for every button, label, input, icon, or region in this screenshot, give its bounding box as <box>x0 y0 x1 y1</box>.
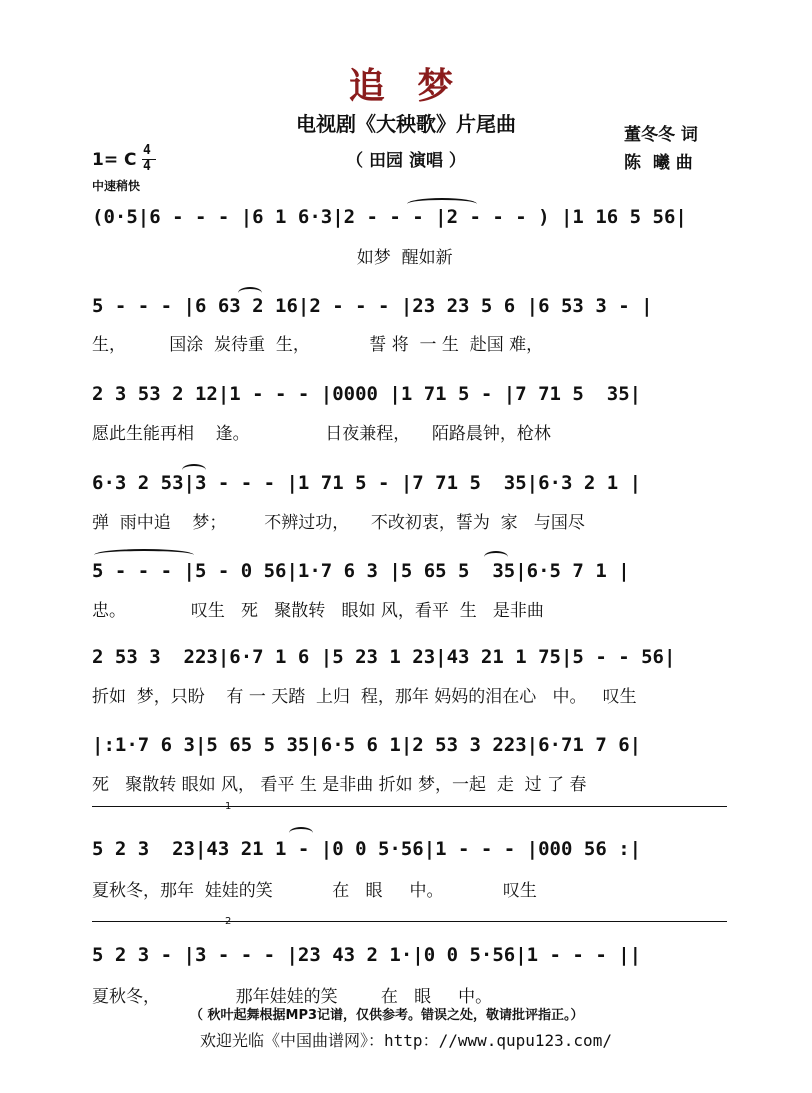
staff-row-7-lyrics: 死 聚散转 眼如 风， 看平 生 是非曲 折如 梦，一起 走 过 了 春 <box>92 775 587 795</box>
site-footer: 欢迎光临《中国曲谱网》：http：//www.qupu123.com/ <box>200 1031 612 1050</box>
tie-arc <box>407 198 477 210</box>
staff-row-1-notes: (0·5|6 - - - |6 1 6·3|2 - - - |2 - - - ) |1 16 5 56| <box>92 206 687 228</box>
staff-row-1-lyrics: 如梦 醒如新 <box>92 248 453 268</box>
volta-1-number: 1 <box>225 801 232 812</box>
tie-arc <box>94 549 194 561</box>
song-title: 追 梦 <box>348 66 464 107</box>
staff-row-4-lyrics: 弹 雨中追 梦； 不辨过功， 不改初衷，誓为 家 与国尽 <box>92 513 585 533</box>
staff-row-2-lyrics: 生， 国涂 炭待重 生， 誓 将 一 生 赴国 难， <box>92 335 544 355</box>
staff-row-5-lyrics: 忠。 叹生 死 聚散转 眼如 风，看平 生 是非曲 <box>92 601 544 621</box>
volta-2-number: 2 <box>225 916 232 927</box>
slur-arc <box>484 551 508 563</box>
staff-row-6-notes: 2 53 3 223|6·7 1 6 |5 23 1 23|43 21 1 75|5 - - 56| <box>92 646 676 668</box>
slur-arc <box>238 287 262 299</box>
key-signature: 1= C <box>92 150 137 170</box>
staff-row-3-notes: 2 3 53 2 12|1 - - - |0000 |1 71 5 - |7 71 5 35| <box>92 383 642 405</box>
slur-arc <box>289 827 313 839</box>
staff-row-7-notes: |:1·7 6 3|5 65 5 35|6·5 6 1|2 53 3 223|6·71 7 6| <box>92 734 642 756</box>
time-signature-top: 4 <box>143 143 151 158</box>
transcription-note: （ 秋叶起舞根据MP3记谱，仅供参考。错误之处，敬请批评指正。） <box>190 1008 584 1023</box>
staff-row-3-lyrics: 愿此生能再相 逢。 日夜兼程， 陌路晨钟，枪林 <box>92 424 551 444</box>
song-subtitle: 电视剧《大秧歌》片尾曲 <box>296 112 516 136</box>
staff-row-2-notes: 5 - - - |6 63 2 16|2 - - - |23 23 5 6 |6 53 3 - | <box>92 295 653 317</box>
volta-2-line <box>92 921 727 922</box>
staff-row-9-notes: 5 2 3 - |3 - - - |23 43 2 1·|0 0 5·56|1 - - - || <box>92 944 642 966</box>
staff-row-6-lyrics: 折如 梦，只盼 有 一 天踏 上归 程，那年 妈妈的泪在心 中。 叹生 <box>92 687 637 707</box>
composer-credit: 陈 曦 曲 <box>624 153 693 173</box>
singer-credit: （ 田园 演唱 ） <box>346 151 466 171</box>
slur-arc <box>182 464 206 476</box>
time-signature-bottom: 4 <box>143 159 151 174</box>
staff-row-8-notes: 5 2 3 23|43 21 1 - |0 0 5·56|1 - - - |000 56 :| <box>92 838 642 860</box>
tempo-marking: 中速稍快 <box>92 179 141 193</box>
staff-row-9-lyrics: 夏秋冬， 那年娃娃的笑 在 眼 中。 <box>92 987 493 1007</box>
volta-1-line <box>92 806 727 807</box>
staff-row-5-notes: 5 - - - |5 - 0 56|1·7 6 3 |5 65 5 35|6·5 7 1 | <box>92 560 630 582</box>
staff-row-4-notes: 6·3 2 53|3 - - - |1 71 5 - |7 71 5 35|6·3 2 1 | <box>92 472 642 494</box>
staff-row-8-lyrics: 夏秋冬，那年 娃娃的笑 在 眼 中。 叹生 <box>92 881 537 901</box>
lyricist-credit: 董冬冬 词 <box>624 125 698 145</box>
